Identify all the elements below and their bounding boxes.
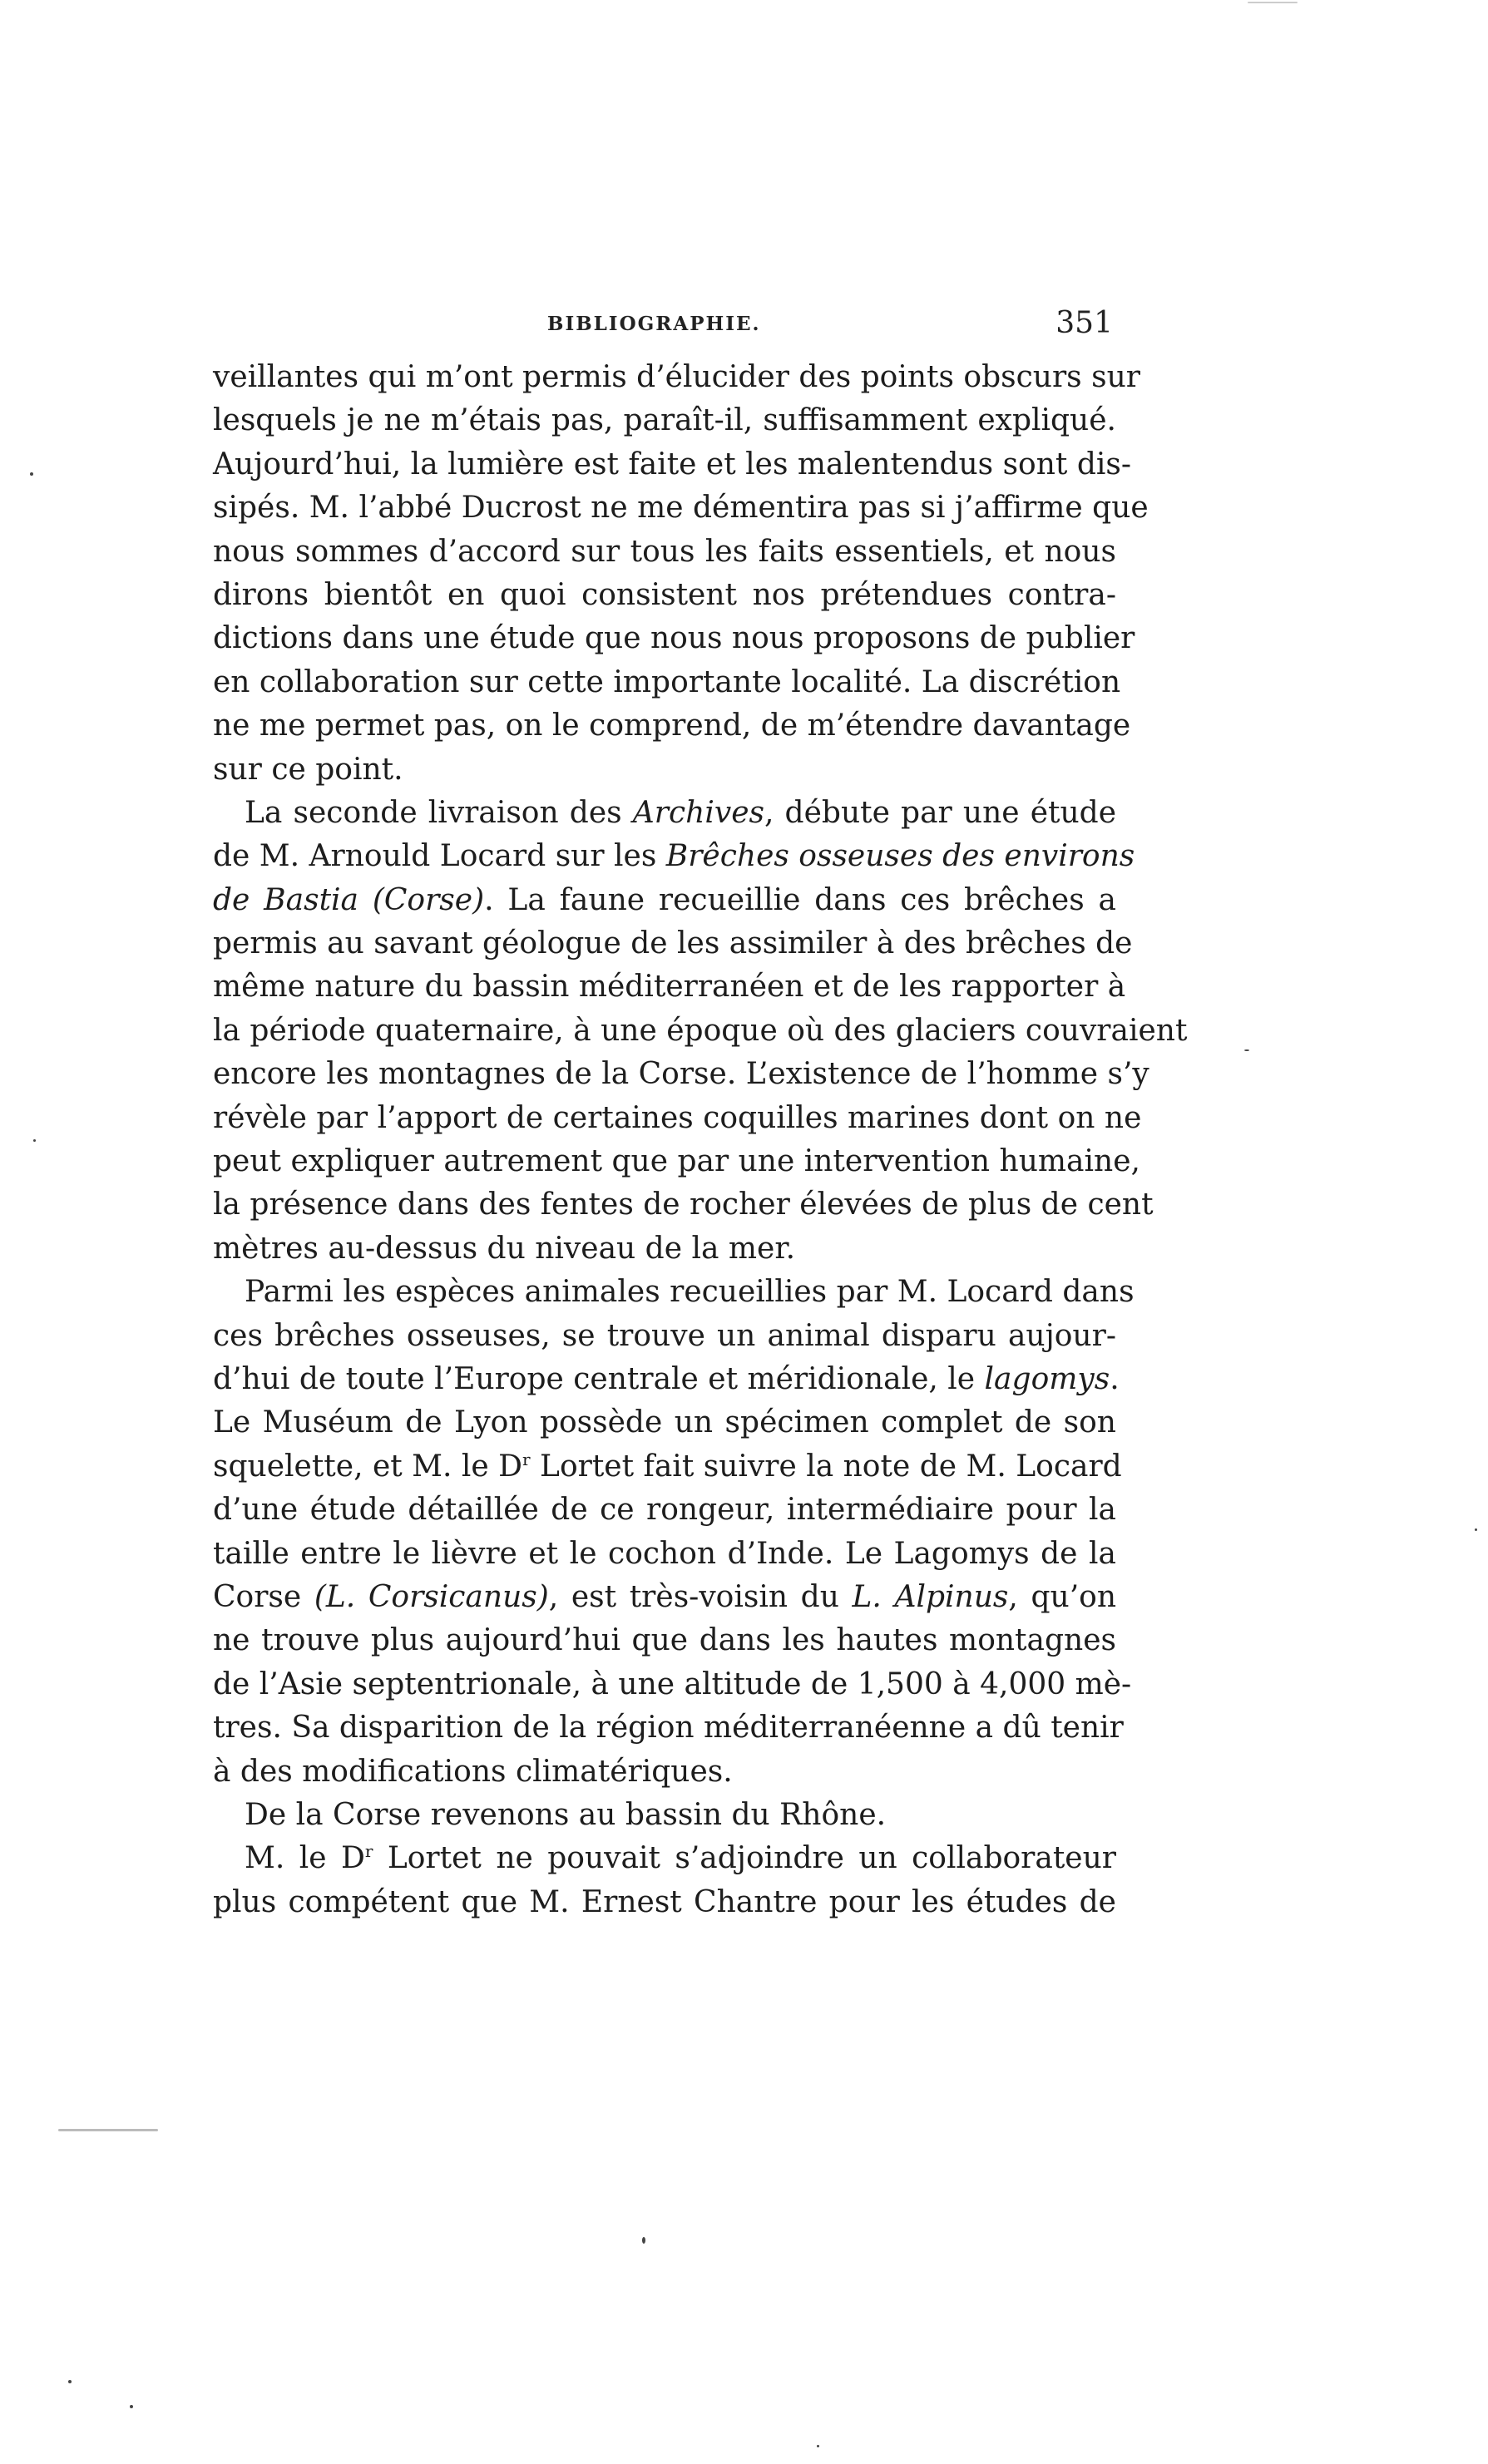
- text-line: la période quaternaire, à une époque où des glaciers couvraient: [213, 1013, 1188, 1048]
- text-line: d’hui de toute l’Europe centrale et méridionale, le lagomys.: [213, 1361, 1120, 1396]
- text-line: Parmi les espèces animales recueillies par M. Locard dans: [245, 1275, 1135, 1310]
- text-line: dirons bientôt en quoi consistent nos prétendues contra-: [213, 577, 1116, 612]
- text-line: squelette, et M. le $D^r$ Lortet fait suivre la note de M. Locard: [213, 1449, 1122, 1484]
- paper-speck: [33, 1139, 36, 1142]
- text-line: révèle par l’apport de certaines coquilles marines dont on ne: [213, 1100, 1142, 1135]
- text-line: ne trouve plus aujourd’hui que dans les hautes montagnes: [213, 1623, 1116, 1658]
- italic-species-alpinus: L. Alpinus: [852, 1579, 1009, 1614]
- italic-species: (L. Corsicanus): [314, 1579, 549, 1614]
- paper-speck: [642, 2237, 645, 2244]
- text-line: sipés. M. l’abbé Ducrost ne me démentira pas si j’affirme que: [213, 491, 1149, 526]
- paper-speck: [130, 2405, 133, 2408]
- text-line: De la Corse revenons au bassin du Rhône.: [245, 1797, 887, 1832]
- text-line: de Bastia (Corse). La faune recueillie dans ces brêches a: [213, 882, 1116, 917]
- text-line: lesquels je ne m’étais pas, paraît-il, suffisamment expliqué.: [213, 403, 1116, 438]
- text-line: plus compétent que M. Ernest Chantre pour les études de: [213, 1884, 1116, 1919]
- paper-speck: [58, 2129, 158, 2131]
- text-line: d’une étude détaillée de ce rongeur, intermédiaire pour la: [213, 1493, 1116, 1528]
- paper-speck: [1475, 1528, 1477, 1531]
- italic-lagomys: lagomys: [984, 1361, 1110, 1396]
- italic-title-cont: de Bastia (Corse): [213, 882, 485, 917]
- text-line: permis au savant géologue de les assimiler à des brêches de: [213, 926, 1133, 961]
- italic-title: Brêches osseuses des environs: [665, 839, 1135, 874]
- running-head: [213, 306, 1116, 348]
- text-line: sur ce point.: [213, 752, 403, 787]
- text-line: même nature du bassin méditerranéen et de les rapporter à: [213, 970, 1126, 1005]
- text-line: mètres au-dessus du niveau de la mer.: [213, 1231, 796, 1266]
- text-line: La seconde livraison des Archives, débute par une étude: [245, 795, 1116, 830]
- superscript: r: [522, 1449, 531, 1469]
- text-line: à des modifications climatériques.: [213, 1754, 733, 1789]
- text-line: ces brêches osseuses, se trouve un animal disparu aujour-: [213, 1318, 1116, 1353]
- text-line: nous sommes d’accord sur tous les faits essentiels, et nous: [213, 534, 1116, 569]
- running-title: BIBLIOGRAPHIE.: [547, 313, 761, 335]
- text-line: taille entre le lièvre et le cochon d’Inde. Le Lagomys de la: [213, 1536, 1116, 1571]
- text-line: Corse (L. Corsicanus), est très-voisin du L. Alpinus, qu’on: [213, 1579, 1116, 1614]
- text-line: Aujourd’hui, la lumière est faite et les malentendus sont dis-: [213, 447, 1132, 481]
- page-number: 351: [1055, 306, 1113, 340]
- text-line: tres. Sa disparition de la région méditerranéenne a dû tenir: [213, 1711, 1124, 1746]
- body-text: [213, 356, 1188, 1924]
- text-line: en collaboration sur cette importante localité. La discrétion: [213, 664, 1121, 699]
- text-line: de M. Arnould Locard sur les Brêches osseuses des environs: [213, 839, 1135, 874]
- text-line: la présence dans des fentes de rocher élevées de plus de cent: [213, 1188, 1154, 1222]
- text-line: dictions dans une étude que nous nous proposons de publier: [213, 621, 1135, 656]
- text-line: peut expliquer autrement que par une intervention humaine,: [213, 1144, 1140, 1179]
- superscript: r: [364, 1841, 373, 1862]
- paper-speck: [817, 2445, 819, 2447]
- paper-speck: [68, 2380, 72, 2383]
- paper-speck: [1248, 2, 1298, 3]
- text-line: ne me permet pas, on le comprend, de m’étendre davantage: [213, 709, 1131, 743]
- paper-speck: [1244, 1049, 1249, 1051]
- text-line: veillantes qui m’ont permis d’élucider des points obscurs sur: [213, 360, 1140, 394]
- text-line: de l’Asie septentrionale, à une altitude de 1,500 à 4,000 mè-: [213, 1667, 1132, 1701]
- text-line: encore les montagnes de la Corse. L’existence de l’homme s’y: [213, 1057, 1149, 1092]
- italic-archives: Archives: [632, 795, 764, 830]
- paper-speck: [30, 472, 33, 476]
- text-line: Le Muséum de Lyon possède un spécimen complet de son: [213, 1405, 1116, 1440]
- text-line: M. le $D^r$ Lortet ne pouvait s’adjoindre un collaborateur: [245, 1841, 1116, 1876]
